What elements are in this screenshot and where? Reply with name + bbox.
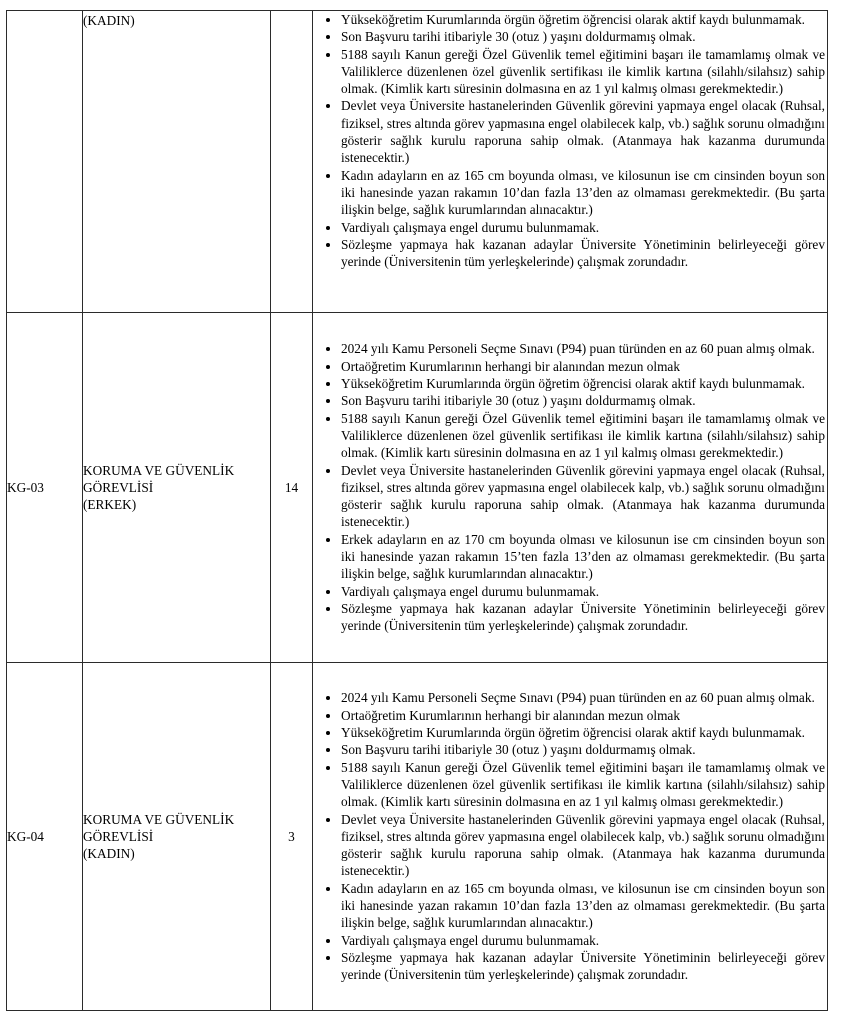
job-postings-table-body [7,11,828,1011]
requirement-item: • Devlet veya Üniversite hastanelerinden Güvenlik görevini yapmaya engel olacak (Ruhsal, fiziksel, stres altında görev yapmasına engel olabilecek kalp, vb.) sağlık sorunu olmadığını gösterir sağlık kurulu raporuna sahip olmak. (Atanmaya hak kazanma durumunda istenecektir.) [341,811,827,880]
requirement-item: • Son Başvuru tarihi itibariyle 30 (otuz ) yaşını doldurmamış olmak. [341,28,827,45]
requirement-item: • Devlet veya Üniversite hastanelerinden Güvenlik görevini yapmaya engel olacak (Ruhsal, fiziksel, stres altında görev yapmasına engel olabilecek kalp, vb.) sağlık sorunu olmadığını gösterir sağlık kurulu raporuna sahip olmak. (Atanmaya hak kazanma durumunda istenecektir.) [341,462,827,531]
requirement-item: • 5188 sayılı Kanun gereği Özel Güvenlik temel eğitimini başarı ile tamamlamış olmak ve Valiliklerce düzenlenen özel güvenlik sertifikası ile kimlik kartına (silahlı/silahsız) sahip olmak. (Kimlik kartı süresinin dolmasına en az 1 yıl kalmış olması gerekmektedir.) [341,759,827,811]
position-gender: (ERKEK) [83,497,137,513]
requirements-cell [313,663,828,1011]
position-title: KORUMA VE GÜVENLİK GÖREVLİSİ [83,811,235,844]
requirement-item: • Vardiyalı çalışmaya engel durumu bulunmamak. [341,583,827,600]
requirement-item: • Ortaöğretim Kurumlarının herhangi bir alanından mezun olmak [341,358,827,375]
requirement-item: • Kadın adayların en az 165 cm boyunda olması, ve kilosunun ise cm cinsinden boyun son iki hanesinde yazan rakamın 10’dan fazla 13’den az olmaması gerekmektedir. (Bu şarta ilişkin belge, sağlık kurumlarından alınacaktır.) [341,167,827,219]
requirement-item: • Devlet veya Üniversite hastanelerinden Güvenlik görevini yapmaya engel olacak (Ruhsal, fiziksel, stres altında görev yapmasına engel olabilecek kalp, vb.) sağlık sorunu olmadığını gösterir sağlık kurulu raporuna sahip olmak. (Atanmaya hak kazanma durumunda istenecektir.) [341,97,827,166]
requirement-item: • Son Başvuru tarihi itibariyle 30 (otuz ) yaşını doldurmamış olmak. [341,392,827,409]
requirements-list [313,11,827,270]
position-quota-cell [271,11,313,313]
position-gender: (KADIN) [83,846,135,862]
requirement-item: • Son Başvuru tarihi itibariyle 30 (otuz ) yaşını doldurmamış olmak. [341,741,827,758]
requirement-item: • 2024 yılı Kamu Personeli Seçme Sınavı (P94) puan türünden en az 60 puan almış olmak. [341,340,827,357]
requirements-cell [313,313,828,663]
table-row [7,313,828,663]
position-quota-cell: 3 [271,663,313,1011]
requirement-item: • Kadın adayların en az 165 cm boyunda olması, ve kilosunun ise cm cinsinden boyun son iki hanesinde yazan rakamın 10’dan fazla 13’den az olmaması gerekmektedir. (Bu şarta ilişkin belge, sağlık kurumlarından alınacaktır.) [341,880,827,932]
requirement-item: • Erkek adayların en az 170 cm boyunda olması ve kilosunun ise cm cinsinden boyun son iki hanesinde yazan rakamın 15’ten fazla 13’den az olmaması gerekmektedir. (Bu şarta ilişkin belge, sağlık kurumlarından alınacaktır.) [341,531,827,583]
requirements-cell [313,11,828,313]
requirement-item: • 2024 yılı Kamu Personeli Seçme Sınavı (P94) puan türünden en az 60 puan almış olmak. [341,689,827,706]
position-quota-cell: 14 [271,313,313,663]
requirements-list [313,340,827,634]
requirement-item: • Sözleşme yapmaya hak kazanan adaylar Üniversite Yönetiminin belirleyeceği görev yerinde (Üniversitenin tüm yerleşkelerinde) çalışmak zorundadır. [341,600,827,635]
position-title-cell [83,663,271,1011]
requirement-item: • Yükseköğretim Kurumlarında örgün öğretim öğrencisi olarak aktif kaydı bulunmamak. [341,375,827,392]
position-code-cell: KG-03 [7,313,83,663]
table-row [7,663,828,1011]
requirement-item: • 5188 sayılı Kanun gereği Özel Güvenlik temel eğitimini başarı ile tamamlamış olmak ve Valiliklerce düzenlenen özel güvenlik sertifikası ile kimlik kartına (silahlı/silahsız) sahip olmak. (Kimlik kartı süresinin dolmasına en az 1 yıl kalmış olması gerekmektedir.) [341,410,827,462]
requirement-item: • Vardiyalı çalışmaya engel durumu bulunmamak. [341,219,827,236]
requirement-item: • Sözleşme yapmaya hak kazanan adaylar Üniversite Yönetiminin belirleyeceği görev yerinde (Üniversitenin tüm yerleşkelerinde) çalışmak zorundadır. [341,949,827,984]
requirements-list [313,689,827,983]
requirement-item: • Yükseköğretim Kurumlarında örgün öğretim öğrencisi olarak aktif kaydı bulunmamak. [341,724,827,741]
job-postings-table [6,10,828,1011]
requirement-item: • Yükseköğretim Kurumlarında örgün öğretim öğrencisi olarak aktif kaydı bulunmamak. [341,11,827,28]
position-title-cell [83,313,271,663]
requirement-item: • Sözleşme yapmaya hak kazanan adaylar Üniversite Yönetiminin belirleyeceği görev yerinde (Üniversitenin tüm yerleşkelerinde) çalışmak zorundadır. [341,236,827,271]
requirement-item: • Vardiyalı çalışmaya engel durumu bulunmamak. [341,932,827,949]
position-title-cell [83,11,271,313]
position-code-cell: KG-04 [7,663,83,1011]
requirement-item: • 5188 sayılı Kanun gereği Özel Güvenlik temel eğitimini başarı ile tamamlamış olmak ve Valiliklerce düzenlenen özel güvenlik sertifikası ile kimlik kartına (silahlı/silahsız) sahip olmak. (Kimlik kartı süresinin dolmasına en az 1 yıl kalmış olması gerekmektedir.) [341,46,827,98]
requirement-item: • Ortaöğretim Kurumlarının herhangi bir alanından mezun olmak [341,707,827,724]
position-code-cell [7,11,83,313]
position-title: KORUMA VE GÜVENLİK GÖREVLİSİ [83,462,235,495]
table-row [7,11,828,313]
position-gender: (KADIN) [83,13,135,28]
